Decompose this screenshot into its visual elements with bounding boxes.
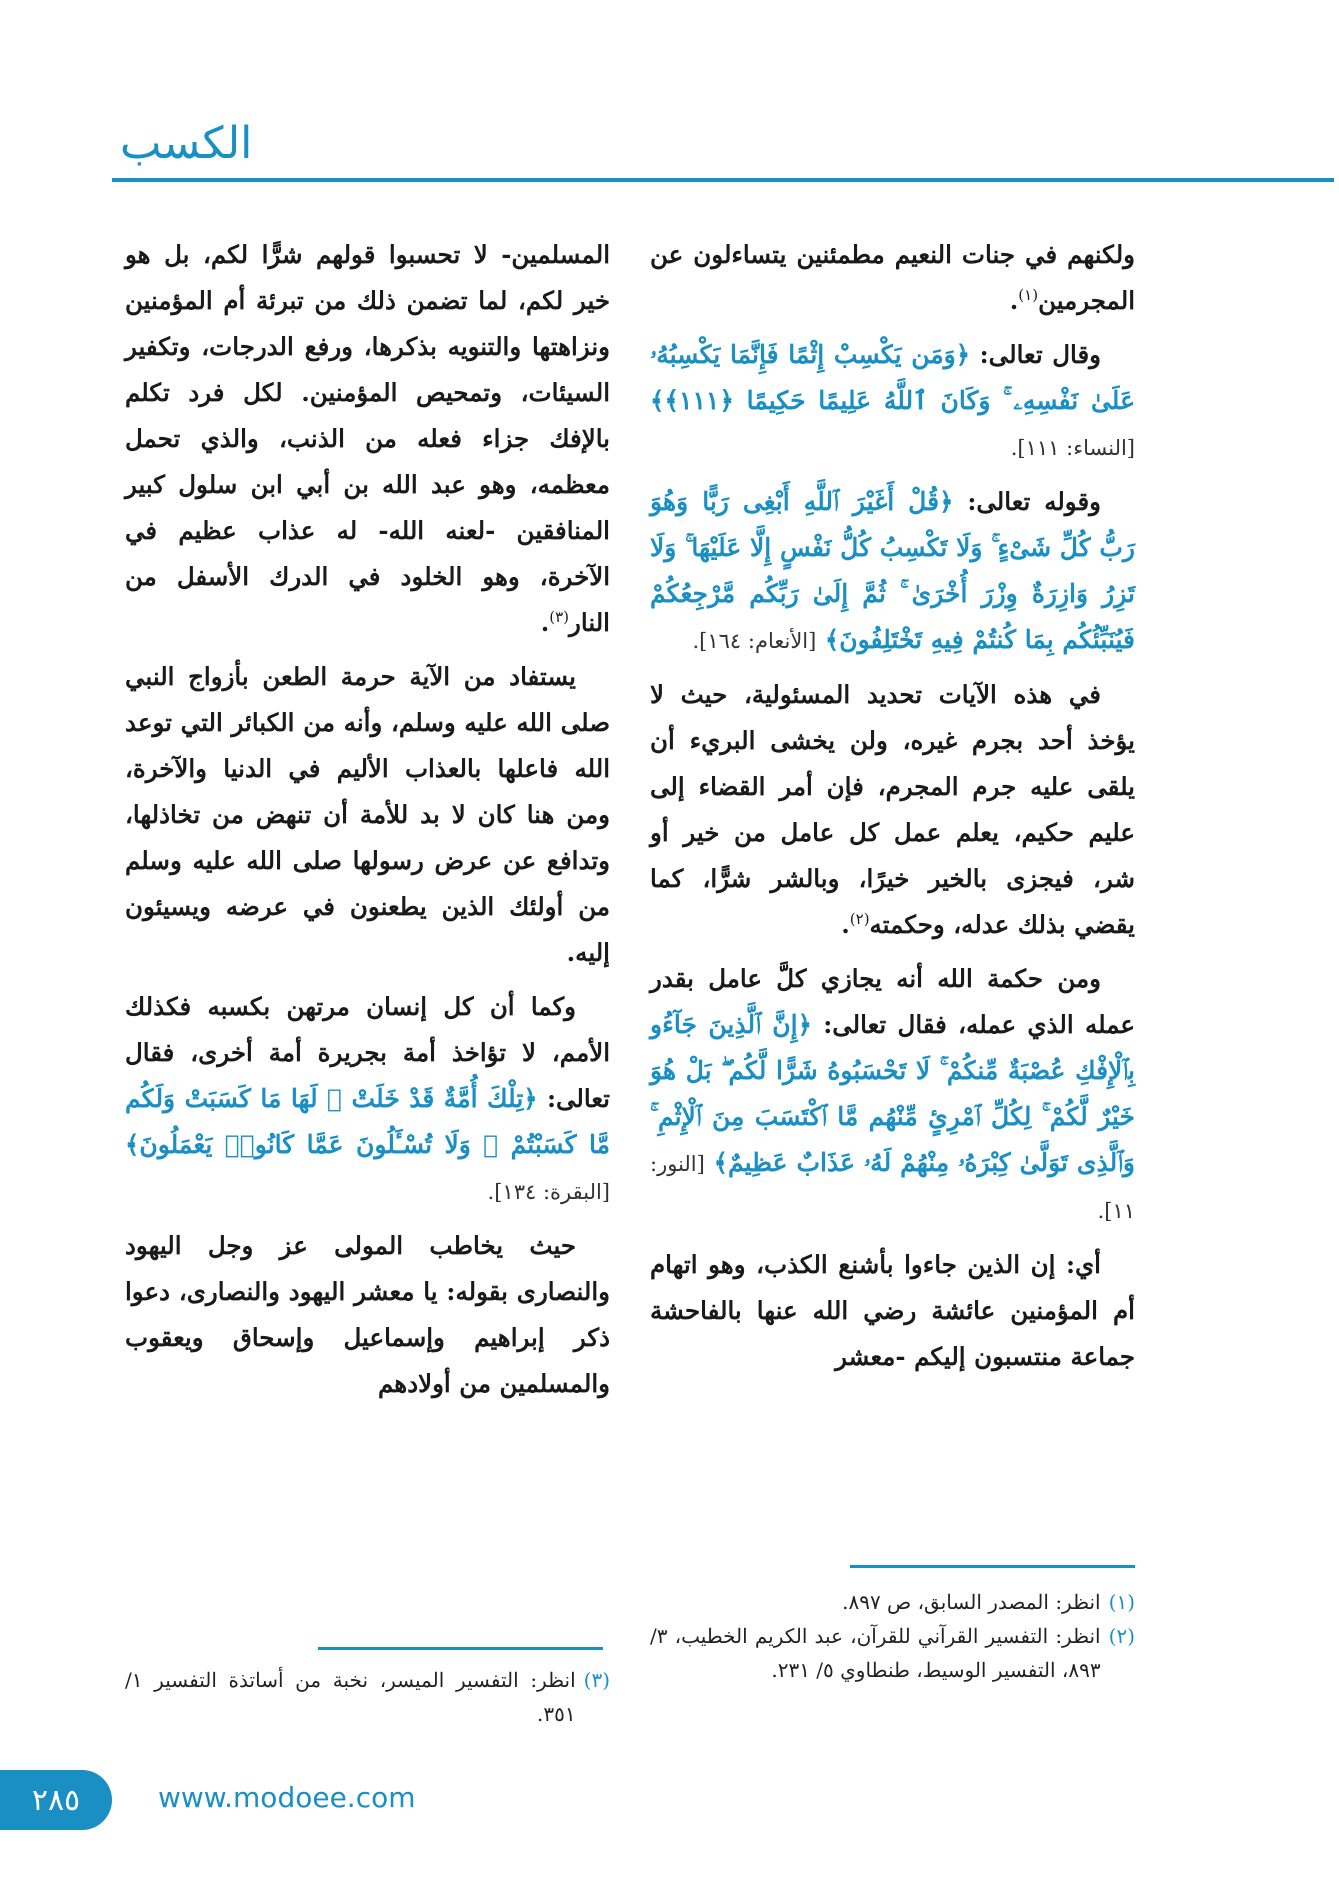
ornate-brace-close: ﴾: [713, 1148, 728, 1177]
footnotes-left: [125, 1663, 610, 1731]
paragraph: [650, 232, 1135, 324]
paragraph-text: أي: إن الذين جاءوا بأشنع الكذب، وهو اتهام أم المؤمنين عائشة رضي الله عنها بالفاحشة جماعة منتسبون إليكم -معشر: [650, 1250, 1135, 1371]
footnote-text: انظر: التفسير الميسر، نخبة من أساتذة التفسير ١/ ٣٥١.: [125, 1668, 576, 1726]
footnote-item: [650, 1619, 1135, 1687]
footnote-item: [650, 1585, 1135, 1619]
paragraph: [125, 1223, 610, 1407]
quran-verse: وَمَن يَكْسِبْ إِثْمًا فَإِنَّمَا يَكْسِبُهُۥ عَلَىٰ نَفْسِهِۦ ۚ وَكَانَ ٱللَّهُ عَلِيمًا حَكِيمًا ﴿١١١﴾: [650, 340, 1135, 415]
paragraph: [650, 672, 1135, 948]
ornate-brace-open: ﴿: [797, 1010, 812, 1039]
right-column: [650, 232, 1135, 1388]
footnotes-right: [650, 1585, 1135, 1687]
paragraph-text: في هذه الآيات تحديد المسئولية، حيث لا يؤخذ أحد بجرم غيره، ولن يخشى البريء أن يلقى عليه جرم المجرم، فإن أمر القضاء إلى عليم حكيم، يعلم عمل كل عامل من خير أو شر، فيجزى بالخير خيرًا، وبالشر شرًّا، كما يقضي بذلك عدله، وحكمته: [650, 680, 1135, 939]
verse-reference: [البقرة: ١٣٤].: [487, 1180, 610, 1204]
paragraph: [650, 956, 1135, 1234]
page-title: الكسب: [120, 118, 253, 169]
paragraph-text: المسلمين- لا تحسبوا قولهم شرًّا لكم، بل هو خير لكم، لما تضمن ذلك من تبرئة أم المؤمنين ونزاهتها والتنويه بذكرها، ورفع الدرجات، وتكفير السيئات، وتمحيص المؤمنين. لكل فرد تكلم بالإفك جزاء فعله من الذنب، والذي تحمل معظمه، وهو عبد الله بن أبي ابن سلول كبير المنافقين -لعنه الله- له عذاب عظيم في الآخرة، وهو الخلود في الدرك الأسفل من النار: [125, 240, 610, 637]
verse-reference: [الأنعام: ١٦٤].: [692, 629, 817, 653]
paragraph-text: ومن حكمة الله أنه يجازي كلَّ عامل بقدر عمله الذي عمله، فقال تعالى:: [650, 964, 1135, 1039]
paragraph-text: ولكنهم في جنات النعيم مطمئنين يتساءلون عن المجرمين: [650, 240, 1135, 315]
ornate-brace-open: ﴿: [955, 340, 971, 369]
ornate-brace-open: ﴿: [523, 1084, 538, 1113]
footnote-number: (٣): [583, 1668, 610, 1692]
ornate-brace-close: ﴾: [125, 1130, 140, 1159]
paragraph: [125, 654, 610, 976]
ornate-brace-close: ﴾: [824, 625, 840, 654]
verse-reference: [النساء: ١١١].: [1010, 436, 1135, 460]
punctuation: .: [540, 608, 550, 637]
footnote-number: (٢): [1108, 1624, 1135, 1648]
paragraph-text: يستفاد من الآية حرمة الطعن بأزواج النبي صلى الله عليه وسلم، وأنه من الكبائر التي توعد الله فاعلها بالعذاب الأليم في الدنيا والآخرة، ومن هنا كان لا بد للأمة أن تنهض من تخاذلها، وتدافع عن عرض رسولها صلى الله عليه وسلم من أولئك الذين يطعنون في عرضه ويسيئون إليه.: [125, 662, 610, 967]
footnote-ref[interactable]: (٢): [849, 909, 870, 928]
footnote-ref[interactable]: (١): [1018, 285, 1039, 304]
page-number: ٢٨٥: [31, 1782, 81, 1818]
quran-verse: قُلْ أَغَيْرَ ٱللَّهِ أَبْغِى رَبًّا وَهُوَ رَبُّ كُلِّ شَىْءٍ ۚ وَلَا تَكْسِبُ كُلُّ نَفْسٍ إِلَّا عَلَيْهَا ۚ وَلَا تَزِرُ وَازِرَةٌ وِزْرَ أُخْرَىٰ ۚ ثُمَّ إِلَىٰ رَبِّكُم مَّرْجِعُكُمْ فَيُنَبِّئُكُم بِمَا كُنتُمْ فِيهِ تَخْتَلِفُونَ: [650, 487, 1135, 654]
ornate-brace-open: ﴿: [939, 487, 954, 516]
paragraph: [650, 479, 1135, 664]
paragraph: [650, 1242, 1135, 1380]
footnote-item: [125, 1663, 610, 1731]
footnote-number: (١): [1108, 1590, 1135, 1614]
website-link[interactable]: www.modoee.com: [158, 1781, 416, 1814]
page-number-tab: [0, 1770, 112, 1830]
punctuation: .: [841, 910, 850, 939]
paragraph-text: وقال تعالى:: [979, 340, 1102, 369]
footnote-divider: [318, 1647, 603, 1650]
quran-verse: تِلْكَ أُمَّةٌ قَدْ خَلَتْ ۖ لَهَا مَا كَسَبَتْ وَلَكُم مَّا كَسَبْتُمْ ۖ وَلَا تُسْـَٔلُونَ عَمَّا كَانُوا۟ يَعْمَلُونَ: [125, 1084, 610, 1159]
paragraph-text: وقوله تعالى:: [967, 487, 1102, 516]
paragraph: [125, 984, 610, 1215]
paragraph-text: وكما أن كل إنسان مرتهن بكسبه فكذلك الأمم، لا تؤاخذ أمة بجريرة أمة أخرى، فقال تعالى:: [125, 992, 610, 1113]
ornate-brace-close: ﴾: [650, 386, 665, 415]
paragraph: [650, 332, 1135, 471]
footnote-divider: [850, 1565, 1135, 1568]
paragraph-text: حيث يخاطب المولى عز وجل اليهود والنصارى بقوله: يا معشر اليهود والنصارى، دعوا ذكر إبراهيم وإسماعيل وإسحاق ويعقوب والمسلمين من أولادهم: [125, 1231, 610, 1398]
punctuation: .: [1009, 286, 1019, 315]
quran-verse: إِنَّ ٱلَّذِينَ جَآءُو بِٱلْإِفْكِ عُصْبَةٌ مِّنكُمْ ۚ لَا تَحْسَبُوهُ شَرًّا لَّكُم ۖ بَلْ هُوَ خَيْرٌ لَّكُمْ ۚ لِكُلِّ ٱمْرِئٍ مِّنْهُم مَّا ٱكْتَسَبَ مِنَ ٱلْإِثْمِ ۚ وَٱلَّذِى تَوَلَّىٰ كِبْرَهُۥ مِنْهُمْ لَهُۥ عَذَابٌ عَظِيمٌ: [650, 1010, 1135, 1177]
footnote-ref[interactable]: (٣): [549, 607, 570, 626]
footnote-text: انظر: المصدر السابق، ص ٨٩٧.: [842, 1590, 1101, 1614]
left-column: [125, 232, 610, 1415]
paragraph: [125, 232, 610, 646]
footnote-text: انظر: التفسير القرآني للقرآن، عبد الكريم الخطيب، ٣/ ٨٩٣، التفسير الوسيط، طنطاوي ٥/ ٢٣١.: [650, 1624, 1101, 1682]
verse-reference: [النور: ١١].: [650, 1152, 1135, 1223]
header-divider: [112, 178, 1334, 182]
